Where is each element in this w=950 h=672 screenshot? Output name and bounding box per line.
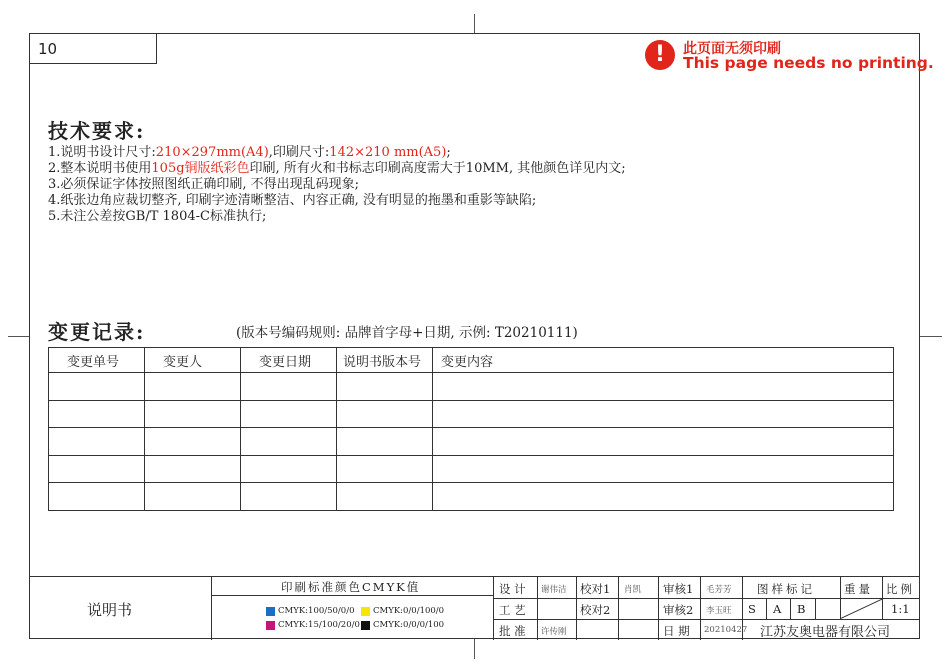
designer-name: 谢伟洁 xyxy=(541,585,567,595)
registration-mark-bottom xyxy=(474,639,475,659)
registration-mark-top xyxy=(474,14,475,33)
registration-mark-right xyxy=(920,336,942,337)
title-block xyxy=(29,576,920,640)
table-header-row xyxy=(49,348,894,373)
header-change-date: 变更日期 xyxy=(241,348,337,373)
cmyk-title: 印刷标准颜色CMYK值 xyxy=(281,580,421,594)
approve-label: 批 准 xyxy=(499,624,526,638)
sample-mark-b: B xyxy=(797,602,806,616)
reviewer2-name: 李玉旺 xyxy=(706,606,732,616)
cmyk-value-yellow: CMYK:0/0/100/0 xyxy=(373,606,445,616)
header-change-content: 变更内容 xyxy=(433,348,894,373)
cmyk-swatch-yellow xyxy=(361,607,370,616)
table-row xyxy=(49,455,894,483)
tech-line-1: 1.说明书设计尺寸:210×297mm(A4),印刷尺寸:142×210 mm(A5); xyxy=(48,145,451,160)
table-row xyxy=(49,373,894,401)
check2-label: 校对2 xyxy=(580,603,611,617)
process-label: 工 艺 xyxy=(499,603,526,617)
checker1-name: 肖凯 xyxy=(624,585,642,595)
header-manual-version: 说明书版本号 xyxy=(337,348,433,373)
weight-label: 重量 xyxy=(844,582,873,596)
company-name: 江苏友奥电器有限公司 xyxy=(760,625,891,640)
scale-value: 1:1 xyxy=(891,602,910,616)
table-row xyxy=(49,400,894,428)
check1-label: 校对1 xyxy=(580,582,611,596)
date-value: 20210427 xyxy=(704,625,748,635)
tech-line-4: 4.纸张边角应裁切整齐, 印刷字迹清晰整洁、内容正确, 没有明显的拖墨和重影等缺陷; xyxy=(48,193,537,208)
warning-text-en: This page needs no printing. xyxy=(683,54,934,72)
registration-mark-left xyxy=(8,336,29,337)
document-name: 说明书 xyxy=(87,601,133,619)
cmyk-swatch-black xyxy=(361,621,370,630)
table-row xyxy=(49,428,894,456)
cmyk-swatch-magenta xyxy=(266,621,275,630)
header-change-no: 变更单号 xyxy=(49,348,145,373)
tech-requirements-title: 技术要求: xyxy=(48,119,146,143)
sample-mark-label: 图样标记 xyxy=(757,582,815,596)
tech-line-3: 3.必须保证字体按照图纸正确印刷, 不得出现乱码现象; xyxy=(48,177,360,192)
cmyk-value-black: CMYK:0/0/0/100 xyxy=(373,620,445,630)
tech-line-2: 2.整本说明书使用105g铜版纸彩色印刷, 所有火和书标志印刷高度需大于10MM, 其他颜色详见内文; xyxy=(48,161,626,176)
exclamation-icon: ! xyxy=(645,40,675,70)
warning-text-cn: 此页面无须印刷 xyxy=(683,41,781,57)
design-label: 设 计 xyxy=(499,582,526,596)
page-number: 10 xyxy=(29,33,157,64)
scale-label: 比例 xyxy=(886,582,915,596)
tech-line-5: 5.未注公差按GB/T 1804-C标准执行; xyxy=(48,209,267,224)
sample-mark-s: S xyxy=(748,602,756,616)
cmyk-swatch-blue xyxy=(266,607,275,616)
review1-label: 审核1 xyxy=(663,582,694,596)
approver-name: 许传刚 xyxy=(541,627,567,637)
change-record-table xyxy=(48,347,894,511)
header-changer: 变更人 xyxy=(145,348,241,373)
sample-mark-a: A xyxy=(773,602,782,616)
version-rule-note: (版本号编码规则: 品牌首字母+日期, 示例: T20210111) xyxy=(236,325,578,341)
table-row xyxy=(49,483,894,511)
cmyk-value-blue: CMYK:100/50/0/0 xyxy=(278,606,355,616)
date-label: 日 期 xyxy=(663,624,690,638)
reviewer1-name: 毛芳芳 xyxy=(706,585,732,595)
review2-label: 审核2 xyxy=(663,603,694,617)
change-record-title: 变更记录: xyxy=(48,320,146,344)
cmyk-value-magenta: CMYK:15/100/20/0 xyxy=(278,620,360,630)
